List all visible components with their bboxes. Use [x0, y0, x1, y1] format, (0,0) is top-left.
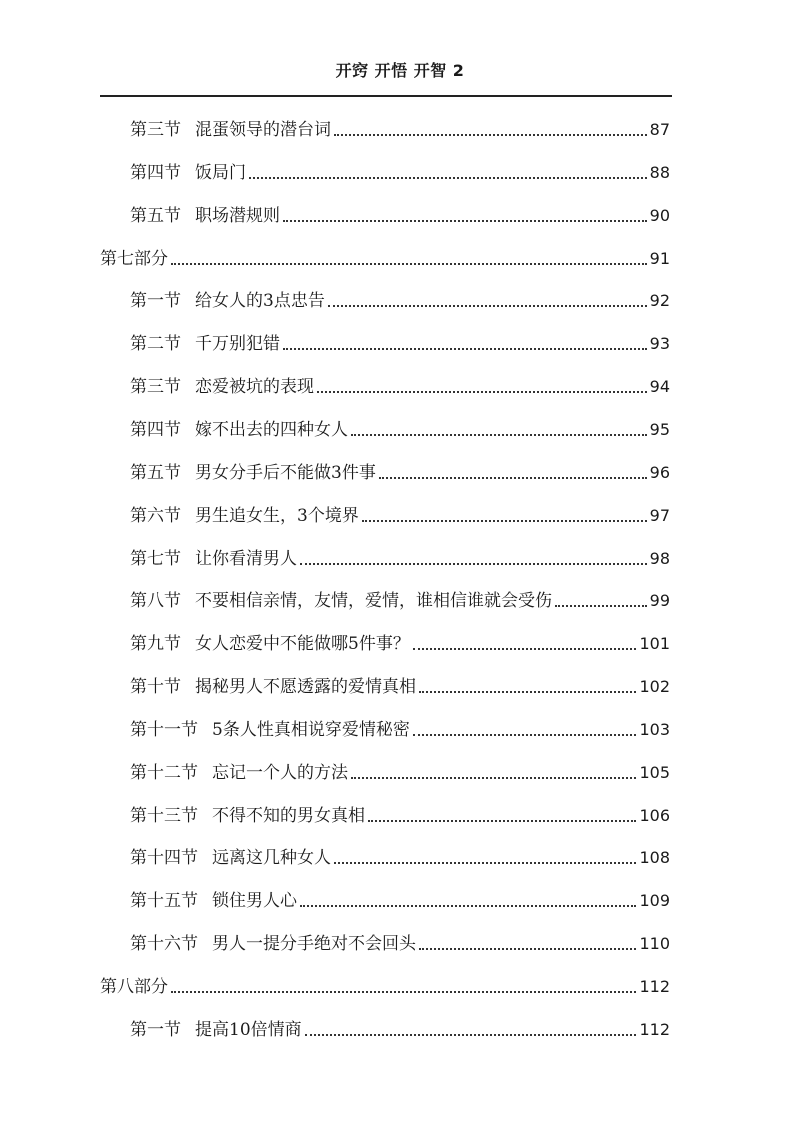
dot-leader	[413, 648, 637, 650]
toc-section-entry[interactable]	[130, 283, 670, 313]
toc-section-number: 第十一节	[130, 720, 198, 740]
toc-entry-title: 职场潜规则	[195, 206, 280, 226]
toc-entry-title: 不得不知的男女真相	[212, 806, 365, 826]
toc-entry-label	[130, 204, 280, 228]
toc-section-number: 第五节	[130, 206, 181, 226]
dot-leader	[419, 948, 636, 950]
dot-leader	[171, 263, 647, 265]
toc-entry-label	[130, 846, 331, 870]
toc-section-entry[interactable]	[130, 626, 670, 656]
toc-entry-title: 恋爱被坑的表现	[195, 377, 314, 397]
toc-entry-label	[130, 889, 297, 913]
toc-page-number: 88	[649, 163, 670, 182]
dot-leader	[249, 177, 647, 179]
toc-section-number: 第十四节	[130, 848, 198, 868]
toc-section-number: 第七节	[130, 549, 181, 569]
toc-section-entry[interactable]	[130, 326, 670, 356]
toc-page-number: 94	[649, 377, 670, 396]
dot-leader	[368, 820, 636, 822]
toc-page-number: 87	[649, 120, 670, 139]
dot-leader	[283, 348, 647, 350]
toc-section-number: 第八节	[130, 591, 181, 611]
toc-section-entry[interactable]	[130, 883, 670, 913]
toc-entry-title: 锁住男人心	[212, 891, 297, 911]
dot-leader	[334, 134, 647, 136]
toc-section-number: 第三节	[130, 120, 181, 140]
toc-section-entry[interactable]	[130, 798, 670, 828]
toc-entry-label	[130, 932, 416, 956]
toc-section-number: 第九节	[130, 634, 181, 654]
toc-entry-title: 嫁不出去的四种女人	[195, 420, 348, 440]
toc-entry-label	[130, 675, 416, 699]
toc-section-number: 第二节	[130, 334, 181, 354]
toc-section-entry[interactable]	[130, 198, 670, 228]
toc-page-number: 102	[639, 677, 670, 696]
toc-section-entry[interactable]	[130, 455, 670, 485]
toc-page-number: 95	[649, 420, 670, 439]
toc-entry-title: 第八部分	[100, 977, 168, 997]
toc-section-number: 第十六节	[130, 934, 198, 954]
toc-entry-title: 提高10倍情商	[195, 1020, 302, 1040]
toc-entry-label	[100, 247, 168, 271]
toc-section-entry[interactable]	[130, 755, 670, 785]
toc-entry-label	[130, 589, 552, 613]
toc-entry-label	[130, 761, 348, 785]
toc-section-entry[interactable]	[130, 541, 670, 571]
toc-section-entry[interactable]	[130, 583, 670, 613]
toc-section-number: 第三节	[130, 377, 181, 397]
toc-entry-title: 男生追女生，3个境界	[195, 506, 359, 526]
toc-part-entry[interactable]	[100, 969, 670, 999]
toc-section-number: 第五节	[130, 463, 181, 483]
toc-page-number: 110	[639, 934, 670, 953]
toc-entry-label	[130, 332, 280, 356]
toc-entry-title: 远离这几种女人	[212, 848, 331, 868]
dot-leader	[300, 905, 636, 907]
toc-section-entry[interactable]	[130, 155, 670, 185]
toc-section-entry[interactable]	[130, 1012, 670, 1042]
toc-page-number: 105	[639, 763, 670, 782]
dot-leader	[171, 991, 636, 993]
toc-section-number: 第十三节	[130, 806, 198, 826]
toc-page-number: 112	[639, 977, 670, 996]
dot-leader	[555, 605, 647, 607]
toc-entry-label	[130, 718, 410, 742]
toc-entry-title: 5条人性真相说穿爱情秘密	[212, 720, 410, 740]
toc-section-number: 第四节	[130, 163, 181, 183]
toc-entry-title: 饭局门	[195, 163, 246, 183]
dot-leader	[283, 220, 647, 222]
toc-entry-label	[130, 289, 325, 313]
toc-page-number: 106	[639, 806, 670, 825]
toc-page-number: 108	[639, 848, 670, 867]
toc-section-entry[interactable]	[130, 840, 670, 870]
dot-leader	[305, 1034, 637, 1036]
toc-page-number: 103	[639, 720, 670, 739]
toc-entry-label	[130, 461, 376, 485]
toc-section-number: 第十五节	[130, 891, 198, 911]
toc-page-number: 93	[649, 334, 670, 353]
toc-section-number: 第一节	[130, 291, 181, 311]
toc-page-number: 97	[649, 506, 670, 525]
toc-page-number: 92	[649, 291, 670, 310]
toc-entry-title: 男人一提分手绝对不会回头	[212, 934, 416, 954]
toc-entry-title: 男女分手后不能做3件事	[195, 463, 376, 483]
toc-page-number: 109	[639, 891, 670, 910]
toc-entry-label	[130, 118, 331, 142]
dot-leader	[334, 862, 636, 864]
toc-page-number: 98	[649, 549, 670, 568]
dot-leader	[419, 691, 636, 693]
toc-entry-label	[130, 1018, 302, 1042]
toc-entry-label	[100, 975, 168, 999]
toc-section-number: 第四节	[130, 420, 181, 440]
toc-entry-title: 混蛋领导的潜台词	[195, 120, 331, 140]
toc-entry-label	[130, 375, 314, 399]
toc-entry-title: 忘记一个人的方法	[212, 763, 348, 783]
toc-section-entry[interactable]	[130, 926, 670, 956]
toc-entry-title: 女人恋爱中不能做哪5件事？	[195, 634, 410, 654]
toc-entry-title: 给女人的3点忠告	[195, 291, 325, 311]
toc-entry-label	[130, 547, 297, 571]
toc-entry-label	[130, 504, 359, 528]
toc-section-entry[interactable]	[130, 112, 670, 142]
toc-page-number: 90	[649, 206, 670, 225]
dot-leader	[379, 477, 647, 479]
toc-entry-title: 不要相信亲情，友情，爱情，谁相信谁就会受伤	[195, 591, 552, 611]
toc-entry-label	[130, 418, 348, 442]
toc-section-entry[interactable]	[130, 669, 670, 699]
dot-leader	[317, 391, 647, 393]
toc-page-number: 99	[649, 591, 670, 610]
dot-leader	[362, 520, 647, 522]
toc-entry-label	[130, 804, 365, 828]
toc-entry-label	[130, 632, 410, 656]
toc-section-entry[interactable]	[130, 369, 670, 399]
toc-entry-title: 第七部分	[100, 249, 168, 269]
dot-leader	[300, 563, 647, 565]
toc-part-entry[interactable]	[100, 241, 670, 271]
toc-page-number: 96	[649, 463, 670, 482]
toc-section-number: 第十二节	[130, 763, 198, 783]
toc-section-entry[interactable]	[130, 498, 670, 528]
dot-leader	[351, 777, 636, 779]
toc-section-entry[interactable]	[130, 712, 670, 742]
toc-section-number: 第十节	[130, 677, 181, 697]
dot-leader	[328, 305, 647, 307]
dot-leader	[351, 434, 647, 436]
toc-page-number: 91	[649, 249, 670, 268]
page-header-title: 开窍 开悟 开智 2	[335, 61, 465, 80]
toc-entry-title: 让你看清男人	[195, 549, 297, 569]
toc-page-number: 101	[639, 634, 670, 653]
toc-section-number: 第一节	[130, 1020, 181, 1040]
toc-page-number: 112	[639, 1020, 670, 1039]
toc-section-number: 第六节	[130, 506, 181, 526]
toc-entry-title: 揭秘男人不愿透露的爱情真相	[195, 677, 416, 697]
dot-leader	[413, 734, 637, 736]
toc-section-entry[interactable]	[130, 412, 670, 442]
toc-entry-label	[130, 161, 246, 185]
toc-entry-title: 千万别犯错	[195, 334, 280, 354]
